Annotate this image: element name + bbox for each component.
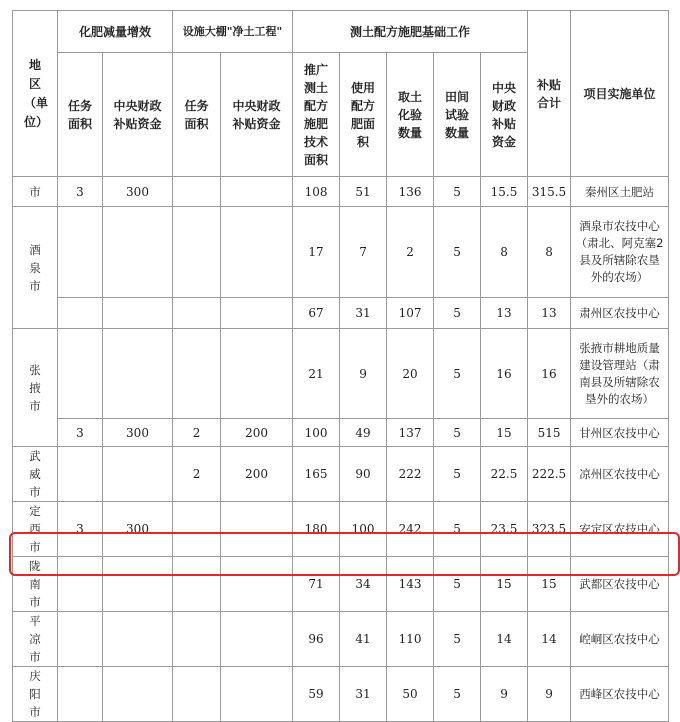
header-central-funds-1: 中央财政补贴资金 (103, 53, 173, 177)
table-cell: 16 (481, 329, 528, 419)
table-cell (173, 298, 221, 329)
table-cell: 59 (293, 667, 340, 722)
table-row (13, 177, 669, 207)
table-cell (173, 557, 221, 612)
table-cell: 5 (434, 419, 481, 447)
unit-cell: 秦州区土肥站 (571, 177, 669, 207)
table-row-highlighted (13, 557, 669, 612)
header-central-subsidy: 中央财政补贴资金 (481, 53, 528, 177)
table-cell: 100 (293, 419, 340, 447)
region-cell: 陇南市 (13, 557, 58, 612)
table-cell: 165 (293, 447, 340, 502)
header-field-tests: 田间试验数量 (434, 53, 481, 177)
table-cell: 15 (481, 419, 528, 447)
table-cell (103, 207, 173, 298)
table-cell: 5 (434, 447, 481, 502)
table-cell: 180 (293, 502, 340, 557)
table-cell: 2 (173, 419, 221, 447)
table-cell: 41 (340, 612, 387, 667)
table-cell (103, 447, 173, 502)
table-cell (173, 667, 221, 722)
table-cell: 9 (528, 667, 571, 722)
table-cell: 8 (481, 207, 528, 298)
table-cell: 20 (387, 329, 434, 419)
unit-cell: 酒泉市农技中心（肃北、阿克塞2县及所辖除农垦外的农场） (571, 207, 669, 298)
table-cell: 15 (528, 557, 571, 612)
table-cell (173, 329, 221, 419)
table-cell: 15.5 (481, 177, 528, 207)
table-cell (58, 207, 103, 298)
table-cell: 14 (481, 612, 528, 667)
table-cell (58, 557, 103, 612)
table-cell: 136 (387, 177, 434, 207)
region-cell: 张掖市 (13, 329, 58, 447)
table-cell (58, 329, 103, 419)
table-cell (103, 667, 173, 722)
table-cell: 7 (340, 207, 387, 298)
table-cell: 5 (434, 667, 481, 722)
table-cell: 5 (434, 177, 481, 207)
header-unit: 项目实施单位 (571, 11, 669, 177)
table-cell: 3 (58, 419, 103, 447)
table-cell: 96 (293, 612, 340, 667)
table-cell: 107 (387, 298, 434, 329)
unit-cell: 安定区农技中心 (571, 502, 669, 557)
table-cell: 200 (221, 447, 293, 502)
unit-cell: 甘州区农技中心 (571, 419, 669, 447)
table-cell (103, 329, 173, 419)
table-cell (58, 667, 103, 722)
table-cell: 21 (293, 329, 340, 419)
table-cell (173, 502, 221, 557)
region-cell: 武威市 (13, 447, 58, 502)
table-row (13, 207, 669, 298)
table-cell: 13 (481, 298, 528, 329)
table-cell (221, 612, 293, 667)
table-cell (221, 329, 293, 419)
table-cell (221, 298, 293, 329)
table-cell: 5 (434, 298, 481, 329)
table-row (13, 298, 669, 329)
table-cell: 15 (481, 557, 528, 612)
table-cell: 5 (434, 557, 481, 612)
table-cell: 16 (528, 329, 571, 419)
table-cell: 323.5 (528, 502, 571, 557)
table-cell: 3 (58, 502, 103, 557)
table-cell (103, 557, 173, 612)
table-cell: 100 (340, 502, 387, 557)
table-cell: 5 (434, 502, 481, 557)
table-cell: 50 (387, 667, 434, 722)
region-cell: 酒泉市 (13, 207, 58, 329)
table-cell: 222 (387, 447, 434, 502)
header-promo-area: 推广测土配方施肥技术面积 (293, 53, 340, 177)
header-group-soil-testing: 测土配方施肥基础工作 (293, 11, 528, 53)
table-cell (221, 667, 293, 722)
table-cell: 300 (103, 419, 173, 447)
table-cell (58, 612, 103, 667)
region-cell: 市 (13, 177, 58, 207)
table-row (13, 612, 669, 667)
table-cell (221, 502, 293, 557)
unit-cell: 西峰区农技中心 (571, 667, 669, 722)
table-cell (103, 612, 173, 667)
table-cell: 300 (103, 177, 173, 207)
table-cell (103, 298, 173, 329)
table-cell: 90 (340, 447, 387, 502)
header-group-fertilizer: 化肥减量增效 (58, 11, 173, 53)
table-cell: 300 (103, 502, 173, 557)
table-row (13, 667, 669, 722)
header-subsidy-total: 补贴合计 (528, 11, 571, 177)
unit-cell: 武都区农技中心 (571, 557, 669, 612)
table-cell: 17 (293, 207, 340, 298)
table-cell (173, 612, 221, 667)
unit-cell: 肃州区农技中心 (571, 298, 669, 329)
header-region: 地区（单位） (13, 11, 58, 177)
table-cell: 9 (340, 329, 387, 419)
table-cell (173, 207, 221, 298)
table-cell: 137 (387, 419, 434, 447)
table-cell: 110 (387, 612, 434, 667)
table-cell: 67 (293, 298, 340, 329)
table-cell: 143 (387, 557, 434, 612)
table-cell: 2 (387, 207, 434, 298)
table-cell (221, 557, 293, 612)
table-cell: 515 (528, 419, 571, 447)
table-cell: 22.5 (481, 447, 528, 502)
table-cell (221, 207, 293, 298)
table-cell: 3 (58, 177, 103, 207)
table-cell: 34 (340, 557, 387, 612)
table-cell: 200 (221, 419, 293, 447)
header-task-area-2: 任务面积 (173, 53, 221, 177)
table-cell: 5 (434, 207, 481, 298)
unit-cell: 崆峒区农技中心 (571, 612, 669, 667)
table-cell: 108 (293, 177, 340, 207)
header-soil-samples: 取土化验数量 (387, 53, 434, 177)
table-cell (221, 177, 293, 207)
table-cell: 2 (173, 447, 221, 502)
table-row (13, 419, 669, 447)
table-cell (58, 447, 103, 502)
region-cell: 定西市 (13, 502, 58, 557)
table-cell: 5 (434, 612, 481, 667)
table-cell: 51 (340, 177, 387, 207)
table-cell (58, 298, 103, 329)
table-cell: 14 (528, 612, 571, 667)
header-task-area-1: 任务面积 (58, 53, 103, 177)
header-central-funds-2: 中央财政补贴资金 (221, 53, 293, 177)
table-cell (173, 177, 221, 207)
table-cell: 315.5 (528, 177, 571, 207)
table-row (13, 447, 669, 502)
table-cell: 8 (528, 207, 571, 298)
table-cell: 242 (387, 502, 434, 557)
table-cell: 13 (528, 298, 571, 329)
table-cell: 5 (434, 329, 481, 419)
region-cell: 庆阳市 (13, 667, 58, 722)
table-cell: 49 (340, 419, 387, 447)
subsidy-table (12, 10, 669, 722)
table-row (13, 329, 669, 419)
header-use-area: 使用配方肥面积 (340, 53, 387, 177)
table-cell: 31 (340, 298, 387, 329)
table-cell: 9 (481, 667, 528, 722)
table-cell: 23.5 (481, 502, 528, 557)
table-cell: 31 (340, 667, 387, 722)
table-row (13, 502, 669, 557)
region-cell: 平凉市 (13, 612, 58, 667)
table-cell: 71 (293, 557, 340, 612)
table-cell: 222.5 (528, 447, 571, 502)
unit-cell: 张掖市耕地质量建设管理站（肃南县及所辖除农垦外的农场） (571, 329, 669, 419)
header-group-greenhouse: 设施大棚"净土工程" (173, 11, 293, 53)
unit-cell: 凉州区农技中心 (571, 447, 669, 502)
